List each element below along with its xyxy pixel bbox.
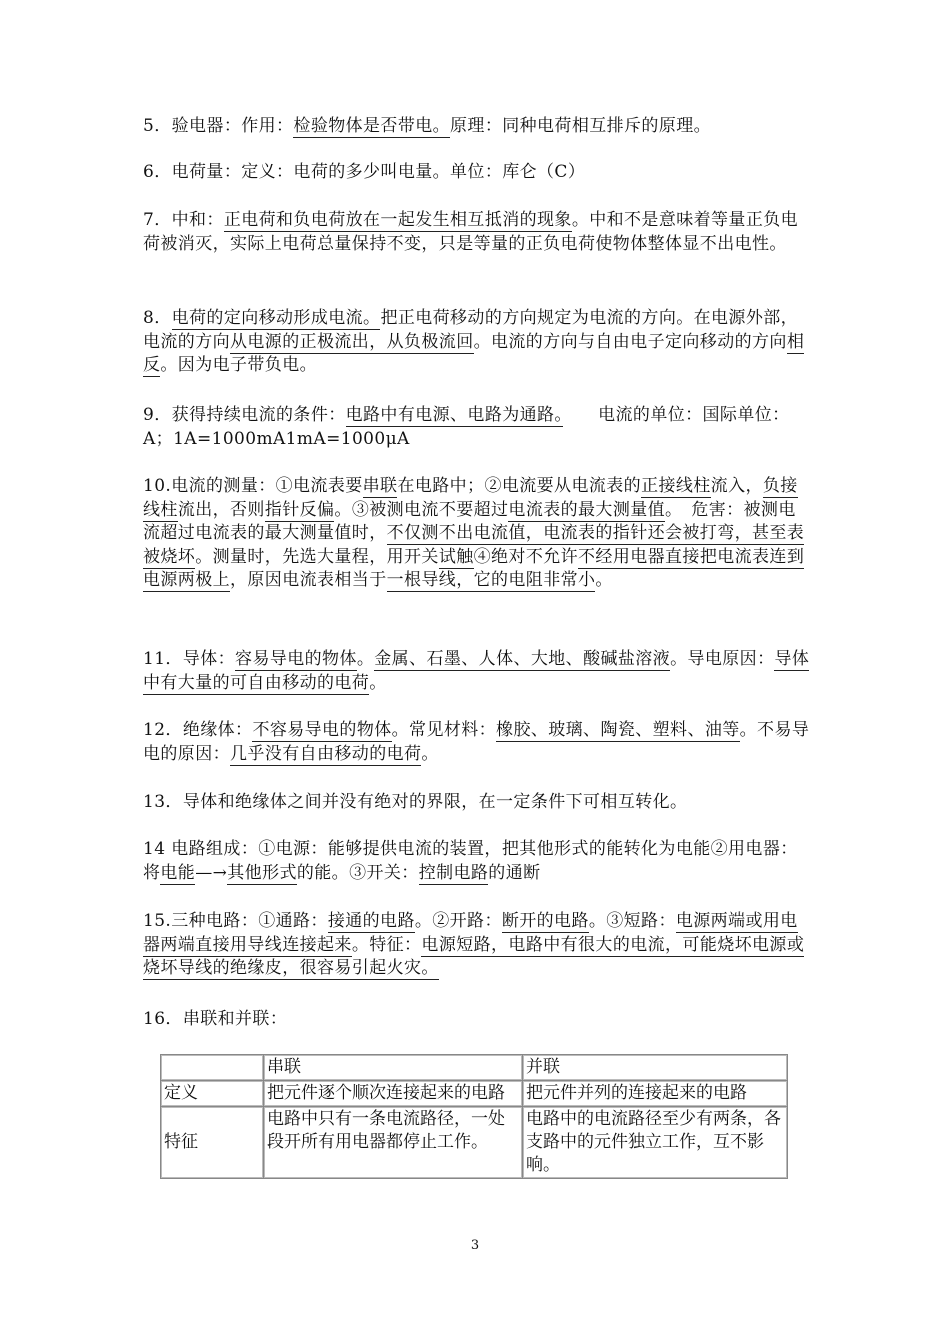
underlined-text: 正电荷和负电荷放在一起发生相互抵消的现象: [223, 210, 572, 230]
text: 。: [369, 672, 387, 693]
underlined-text: 正接线柱: [641, 476, 711, 496]
table-row: [161, 1107, 788, 1179]
underlined-text: 串联: [362, 476, 398, 496]
underlined-text: 负接线柱: [143, 476, 798, 520]
text: 原理：同种电荷相互排斥的原理。: [450, 116, 712, 136]
underlined-text: 接通的电路: [327, 911, 415, 931]
text: 6．电荷量：定义：电荷的多少叫电量。单位：库仑（C）: [143, 162, 586, 182]
text: 的通断: [488, 862, 541, 883]
underlined-text: 不仅测不出电流值，电流表的指针还会被打弯，甚至表被烧坏: [143, 523, 805, 567]
text: 15.三种电路：①通路：: [143, 911, 328, 931]
item-10-current-measurement: [143, 475, 811, 593]
table-cell: 电路中只有一条电流路径，一处段开所有用电器都停止工作。: [264, 1107, 523, 1179]
table-row-label: 定义: [161, 1081, 264, 1107]
underlined-text: 检验物体是否带电。: [293, 116, 451, 136]
text: 8．: [143, 308, 172, 328]
text: 9．获得持续电流的条件：: [143, 405, 346, 425]
text: 。③被测电流不要超过: [334, 499, 509, 520]
underlined-text: 电荷的定向移动形成电流。: [171, 308, 381, 328]
text: 12．绝缘体：: [143, 720, 253, 740]
table-cell: 把元件逐个顺次连接起来的电路: [264, 1081, 523, 1107]
text: 13．导体和绝缘体之间并没有绝对的界限，在一定条件下可相互转化。: [143, 792, 688, 812]
underlined-text: 电源两端或用电器两端直接用导线连接起来: [143, 911, 798, 955]
text: 。: [595, 570, 613, 590]
underlined-text: 其他形式: [227, 862, 297, 883]
text: 流出，否则: [177, 499, 265, 520]
item-6-charge-quantity: [143, 161, 811, 185]
item-14-circuit-components: [143, 838, 811, 885]
underlined-text: 指针反偏: [264, 499, 335, 520]
text: 的能。③开关：: [296, 862, 419, 883]
underlined-text: 一根导线，它的电阻非常小: [386, 570, 596, 590]
text: 16．串联和并联：: [143, 1009, 288, 1029]
underlined-text: 不经用电器直接把电流表连到电源两极上: [143, 546, 805, 590]
item-15-three-circuits: [143, 910, 811, 981]
text: 在电路中；②电流要从电流表的: [397, 476, 642, 496]
underlined-text: 金属、石墨、人体、大地、酸碱盐溶液: [374, 649, 671, 669]
table-header-row: [161, 1055, 788, 1081]
text: ，原因电流表相当于: [230, 570, 387, 590]
underlined-text: 导体中有大量的可自由移动的电荷: [143, 649, 810, 693]
underlined-text: 几乎没有自由移动的电荷: [230, 743, 422, 764]
underlined-text: 断开的电路: [501, 911, 589, 931]
underlined-text: 相反: [143, 331, 805, 375]
item-11-conductor: [143, 648, 811, 695]
text: 。中和不是意味着等量正负电荷被消灭，实际上电荷总量保持不变，只是等量的正负电荷使物体整体显不出电性。: [143, 210, 799, 254]
item-13-conversion: [143, 791, 811, 815]
text: 。: [421, 743, 439, 764]
item-16-series-parallel: [143, 1008, 811, 1032]
text: 10.电流的测量：①电流表要: [143, 476, 363, 496]
text: 。常见材料：: [391, 720, 497, 740]
underlined-text: 不容易导电的物体: [252, 720, 392, 740]
underlined-text: 控制电路: [418, 862, 489, 883]
item-5-electroscope: [143, 115, 811, 139]
table-header-cell: 串联: [264, 1055, 523, 1081]
table-row: [161, 1081, 788, 1107]
table-header-cell: [161, 1055, 264, 1081]
table-header-cell: 并联: [523, 1055, 788, 1081]
text: 流入，: [710, 476, 763, 496]
text: 14 电路组成：①电源：能够提供电流的装置，把其他形式的能转化为电能②用电器：将: [143, 839, 798, 883]
underlined-text: 从电源的正极流出，从负极流回: [230, 331, 474, 352]
text: 。导电原因：: [670, 649, 775, 669]
text: 。不易导电的原因：: [143, 720, 810, 764]
table-cell: 把元件并列的连接起来的电路: [523, 1081, 788, 1107]
text: 。②开路：: [414, 911, 502, 931]
arrow-text: —→: [195, 862, 228, 883]
text: 5．验电器：作用：: [143, 116, 294, 136]
underlined-text: 电能: [160, 862, 196, 883]
text: 7．中和：: [143, 210, 224, 230]
page-number: 3: [470, 1238, 480, 1253]
text: 。 危害：被测电流超过电流表的最大测量值时，: [143, 499, 796, 543]
item-9-continuous-current: [143, 404, 811, 451]
text: ④绝对不允许: [473, 546, 579, 567]
text: 。因为电子带负电。: [160, 355, 318, 375]
text: 。③短路：: [588, 911, 676, 931]
text: 。特征：: [351, 934, 422, 955]
text: 。: [356, 649, 375, 669]
underlined-text: 试触: [438, 546, 474, 567]
underlined-text: 橡胶、玻璃、陶瓷、塑料、油等: [496, 720, 740, 740]
table-cell: 电路中的电流路径至少有两条，各支路中的元件独立工作，互不影响。: [523, 1107, 788, 1179]
series-parallel-table: [160, 1054, 788, 1179]
text: 11．导体：: [143, 649, 236, 669]
underlined-text: 电路中有电源、电路为通路。: [345, 405, 564, 425]
underlined-text: 容易导电的物体: [235, 649, 357, 669]
item-8-current: [143, 307, 811, 378]
underlined-text: 电流表的最大测量值: [508, 499, 666, 520]
text: 把正电荷移动的方向规定为电流的方向。在电源外部，电流的方向: [143, 308, 799, 352]
table-row-label: 特征: [161, 1107, 264, 1179]
text: 。电流的方向与自由电子定向移动的方向: [473, 331, 787, 352]
underlined-text: 电源短路，电路中有很大的电流，可能烧坏电源或烧坏导线的绝缘皮，很容易引起火灾。: [143, 934, 805, 978]
item-12-insulator: [143, 719, 811, 766]
item-7-neutralization: [143, 209, 811, 256]
text: 。测量时，先选大量程，用开关: [195, 546, 439, 567]
text: 电流的单位：国际单位：A；1A=1000mA1mA=1000μA: [143, 405, 790, 449]
